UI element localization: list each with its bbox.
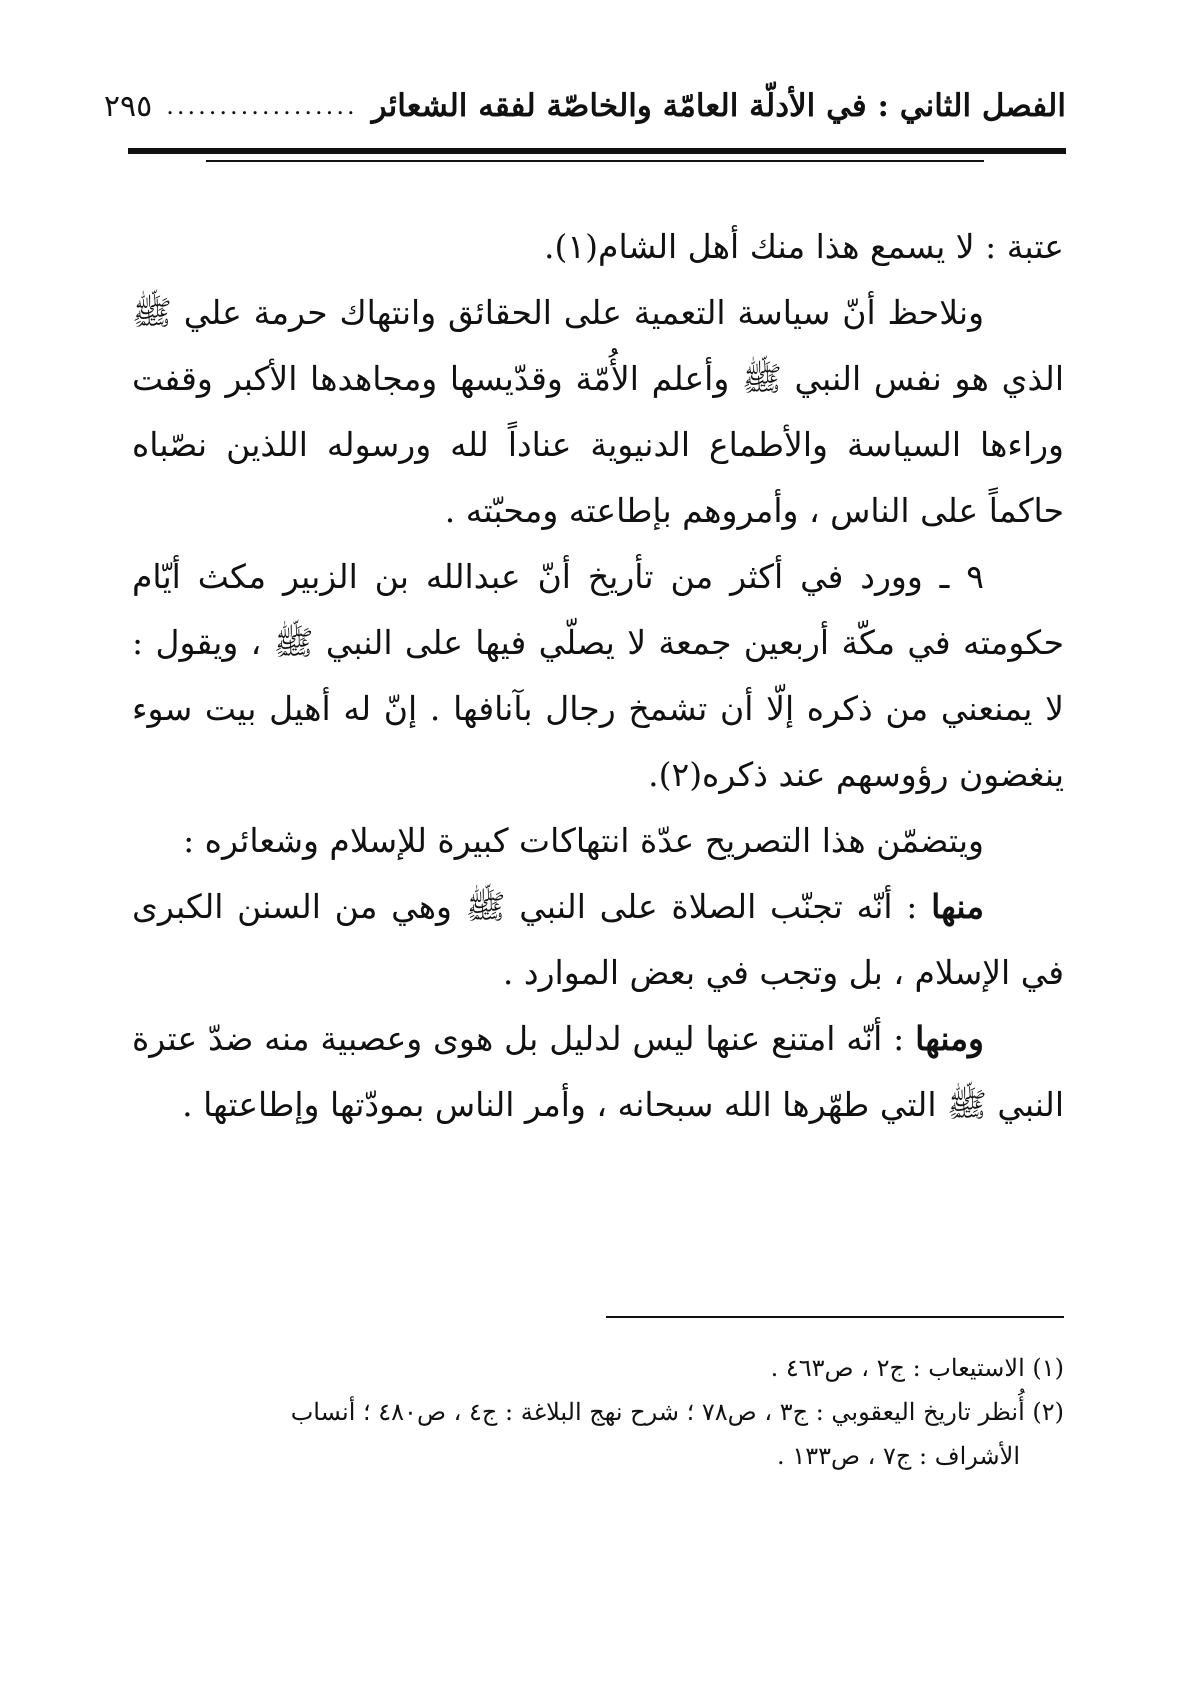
paragraph-lead-word: منها: [931, 887, 984, 926]
footnote: [132, 1346, 1064, 1390]
paragraph: [132, 544, 1064, 808]
main-text: [132, 214, 1064, 1138]
footnotes: [132, 1346, 1064, 1478]
paragraph-text: ٩ ـ وورد في أكثر من تأريخ أنّ عبدالله بن الزبير مكث أيّام حكومته في مكّة أربعين جمعة لا يصلّي فيها على النبي ﷺ ، ويقول : لا يمنعني من ذكره إلّا أن تشمخ رجال بآنافها . إنّ له أهيل بيت سوء ينغضون رؤوسهم عند ذكره(٢).: [132, 557, 1064, 794]
footnote-text: (٢) أُنظر تاريخ اليعقوبي : ج٣ ، ص٧٨ ؛ شرح نهج البلاغة : ج٤ ، ص٤٨٠ ؛ أنساب: [290, 1398, 1064, 1426]
paragraph: [132, 808, 1064, 874]
paragraph-lead-word: ومنها: [915, 1019, 984, 1058]
paragraph: [132, 280, 1064, 544]
paragraph-text: ونلاحظ أنّ سياسة التعمية على الحقائق وانتهاك حرمة علي ﷺ الذي هو نفس النبي ﷺ وأعلم الأُمّة وقدّيسها ومجاهدها الأكبر وقفت وراءها السياسة والأطماع الدنيوية عناداً لله ورسوله اللذين نصّباه حاكماً على الناس ، وأمروهم بإطاعته ومحبّته .: [132, 293, 1064, 530]
paragraph-text: : أنّه تجنّب الصلاة على النبي ﷺ وهي من السنن الكبرى في الإسلام ، بل وتجب في بعض الموارد .: [132, 887, 1064, 992]
running-header: [103, 78, 1066, 134]
footnote-continuation: [132, 1434, 1064, 1478]
chapter-title: الفصل الثاني : في الأدلّة العامّة والخاصّة لفقه الشعائر: [371, 88, 1066, 124]
footnote-text: الأشراف : ج٧ ، ص١٣٣ .: [777, 1442, 1020, 1470]
paragraph: [132, 874, 1064, 1006]
footnote: [132, 1390, 1064, 1434]
page-number: ٢٩٥: [103, 88, 153, 124]
paragraph-text: ويتضمّن هذا التصريح عدّة انتهاكات كبيرة للإسلام وشعائره :: [183, 821, 984, 860]
header-rule-thin: [206, 160, 984, 162]
footnote-separator: [606, 1316, 1064, 1318]
footnote-text: (١) الاستيعاب : ج٢ ، ص٤٦٣ .: [770, 1354, 1064, 1382]
paragraph: [132, 1006, 1064, 1138]
paragraph: [132, 214, 1064, 280]
header-rule-thick: [128, 148, 1066, 154]
leader-dots: ..................: [166, 92, 358, 120]
paragraph-text: : أنّه امتنع عنها ليس لدليل بل هوى وعصبية منه ضدّ عترة النبي ﷺ التي طهّرها الله سبحانه ، وأمر الناس بمودّتها وإطاعتها .: [132, 1019, 1064, 1124]
paragraph-text: عتبة : لا يسمع هذا منك أهل الشام(١).: [544, 227, 1064, 266]
